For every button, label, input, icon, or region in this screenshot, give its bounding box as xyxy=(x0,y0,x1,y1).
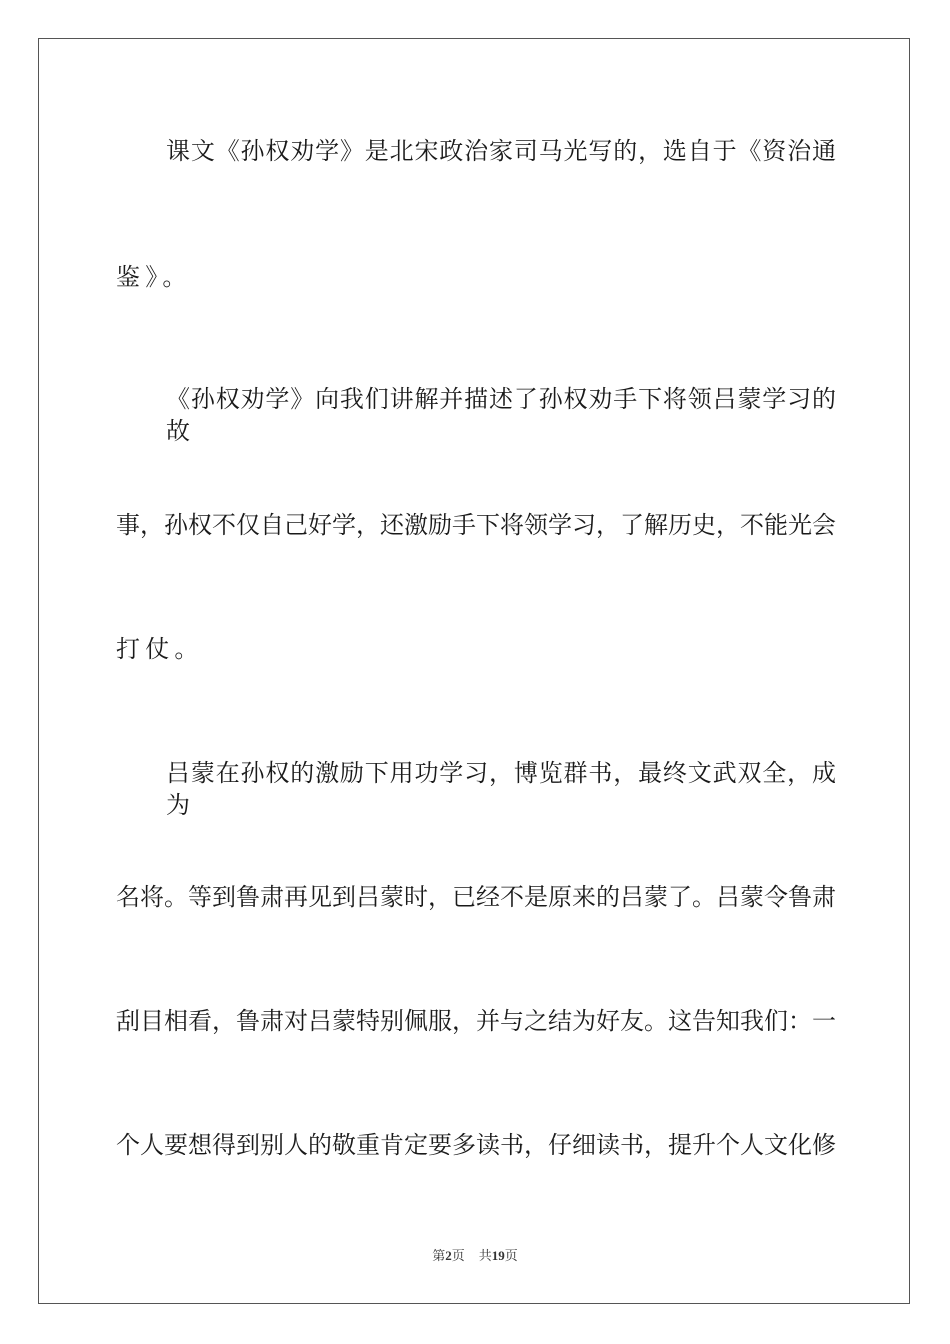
paragraph-3-line-1: 吕蒙在孙权的激励下用功学习，博览群书，最终文武双全，成为 xyxy=(166,759,836,819)
page-footer xyxy=(0,1247,950,1266)
paragraph-1-line-2: 鉴》。 xyxy=(116,263,192,291)
page-border xyxy=(38,38,910,1304)
paragraph-3-line-4: 个人要想得到别人的敬重肯定要多读书，仔细读书，提升个人文化修 xyxy=(116,1131,836,1159)
paragraph-3-line-2: 名将。等到鲁肃再见到吕蒙时，已经不是原来的吕蒙了。吕蒙令鲁肃 xyxy=(116,883,836,911)
paragraph-2-line-2: 事，孙权不仅自己好学，还激励手下将领学习，了解历史，不能光会 xyxy=(116,511,836,539)
paragraph-1-line-1: 课文《孙权劝学》是北宋政治家司马光写的，选自于《资治通 xyxy=(166,137,836,165)
paragraph-2-line-3: 打仗。 xyxy=(116,635,204,663)
paragraph-3-line-3: 刮目相看，鲁肃对吕蒙特别佩服，并与之结为好友。这告知我们：一 xyxy=(116,1007,836,1035)
page-total: 共19页 xyxy=(478,1248,518,1264)
page-number: 第2页 xyxy=(432,1248,465,1264)
paragraph-2-line-1: 《孙权劝学》向我们讲解并描述了孙权劝手下将领吕蒙学习的故 xyxy=(166,385,836,445)
